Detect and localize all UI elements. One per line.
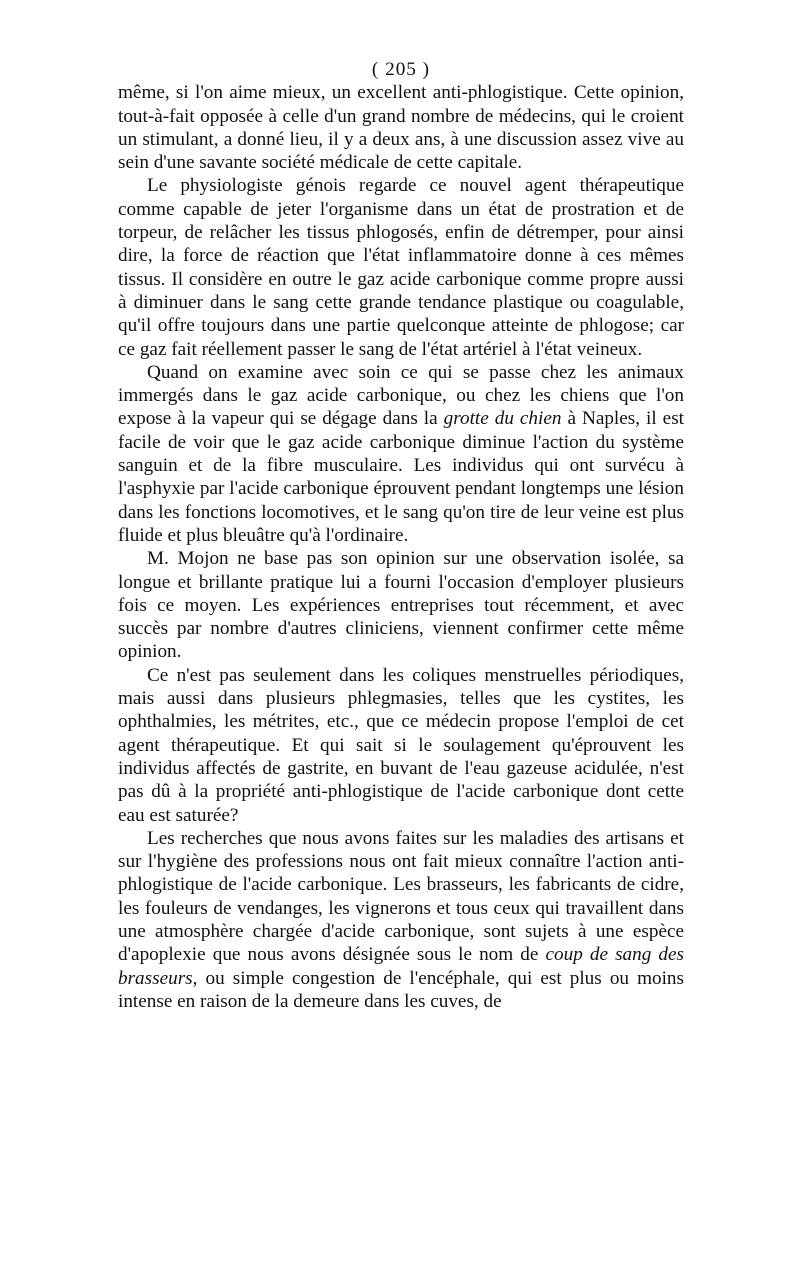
paragraph <box>118 361 684 547</box>
text-segment: à Naples, il est facile de voir que le gaz acide carbonique diminue l'action du système sanguin et de la fibre musculaire. Les individus qui ont survécu à l'asphyxie par l'acide carbonique éprouvent pendant longtemps une lésion dans les fonctions locomotives, et le sang qu'on tire de leur veine est plus fluide et plus bleuâtre qu'à l'ordinaire. <box>118 408 685 546</box>
paragraph <box>118 547 684 663</box>
text-segment: Quand on examine avec soin ce qui se passe chez les animaux immergés dans le gaz acide carbonique, ou chez les chiens que l'on expose à la vapeur qui se dégage dans la <box>118 361 684 430</box>
page-body <box>118 81 684 1013</box>
text-segment: , ou simple congestion de l'encéphale, qui est plus ou moins intense en raison de la demeure dans les cuves, de <box>118 967 684 1012</box>
book-page <box>118 58 684 1013</box>
paragraph <box>118 827 684 1013</box>
paragraph <box>118 664 684 827</box>
italic-text: coup de sang des brasseurs <box>118 944 684 989</box>
paragraph <box>118 81 684 174</box>
italic-text: grotte du chien <box>443 408 562 430</box>
text-segment: Les recherches que nous avons faites sur les maladies des artisans et sur l'hygiène des professions nous ont fait mieux connaître l'action anti-phlogistique de l'acide carbonique. Les brasseurs, les fabricants de cidre, les fouleurs de vendanges, les vignerons et tous ceux qui travaillent dans une atmosphère chargée d'acide carbonique, sont sujets à une espèce d'apoplexie que nous avons désignée sous le nom de <box>118 827 684 966</box>
text-segment: M. Mojon ne base pas son opinion sur une observation isolée, sa longue et brillante pratique lui a fourni l'occasion d'employer plusieurs fois ce moyen. Les expériences entreprises tout récemment, et avec succès par nombre d'autres cliniciens, viennent confirmer cette même opinion. <box>118 548 684 663</box>
page-number: ( 205 ) <box>371 59 431 80</box>
text-segment: Ce n'est pas seulement dans les coliques menstruelles périodiques, mais aussi dans plusieurs phlegmasies, telles que les cystites, les ophthalmies, les métrites, etc., que ce médecin propose l'emploi de cet agent thérapeutique. Et qui sait si le soulagement qu'éprouvent les individus affectés de gastrite, en buvant de l'eau gazeuse acidulée, n'est pas dû à la propriété anti-phlogistique de l'acide carbonique dont cette eau est saturée? <box>118 664 684 826</box>
text-segment: même, si l'on aime mieux, un excellent anti-phlogistique. Cette opinion, tout-à-fait opposée à celle d'un grand nombre de médecins, qui le croient un stimulant, a donné lieu, il y a deux ans, à une discussion assez vive au sein d'une savante société médicale de cette capitale. <box>118 82 684 174</box>
paragraph <box>118 174 684 360</box>
text-segment: Le physiologiste génois regarde ce nouvel agent thérapeutique comme capable de jeter l'organisme dans un état de prostration et de torpeur, de relâcher les tissus phlogosés, enfin de détremper, pour ainsi dire, la force de réaction que l'état inflammatoire donne à ces mêmes tissus. Il considère en outre le gaz acide carbonique comme propre aussi à diminuer dans le sang cette grande tendance plastique ou coagulable, qu'il offre toujours dans une partie quelconque atteinte de phlogose; car ce gaz fait réellement passer le sang de l'état artériel à l'état veineux. <box>118 175 684 360</box>
